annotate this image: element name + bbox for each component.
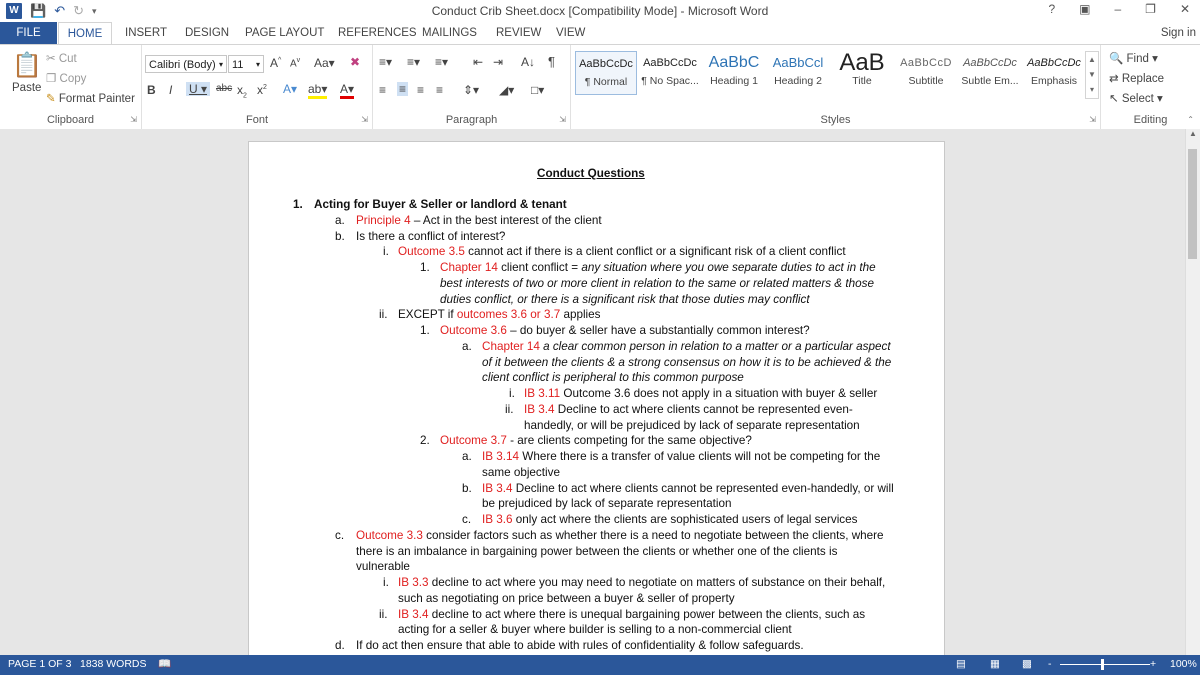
show-formatting-icon[interactable]: ¶ (548, 54, 555, 69)
list-item: a. (462, 450, 472, 463)
copy-label: Copy (59, 73, 87, 85)
font-launcher-icon[interactable]: ⇲ (361, 115, 368, 124)
ribbon-display-icon[interactable]: ▣ (1079, 2, 1091, 16)
list-item-text: IB 3.4 Decline to act where clients cannot be represented even-handedly, or will (482, 482, 894, 495)
decrease-indent-icon[interactable]: ⇤ (473, 55, 484, 69)
list-item-text: IB 3.4 Decline to act where clients cannot be represented even- (524, 403, 853, 416)
paragraph-group (373, 45, 571, 129)
zoom-slider[interactable] (1060, 664, 1150, 665)
cut-label: Cut (58, 53, 77, 65)
chevron-down-icon: ▾ (255, 60, 260, 69)
list-item-text: IB 3.6 only act where the clients are sophisticated users of legal services (482, 513, 858, 526)
scroll-up-icon[interactable]: ▲ (1189, 129, 1197, 138)
list-item-text: Chapter 14 a clear common person in relation to a matter or a particular aspect (482, 340, 891, 353)
style-preview: AaBbCcl (772, 55, 824, 70)
list-item: 2. (420, 434, 430, 447)
list-item-text: best interests of two or more client in relation to the same or related matters & those (440, 277, 874, 290)
document-heading: Conduct Questions (537, 167, 645, 180)
web-layout-icon[interactable]: ▩ (1022, 658, 1032, 670)
line-spacing-icon[interactable]: ⇕▾ (463, 83, 480, 97)
underline-icon[interactable]: U ▾ (186, 82, 210, 96)
editing-group (1101, 45, 1200, 129)
tab-references[interactable]: REFERENCES (338, 27, 417, 39)
list-item: ii. (379, 608, 388, 621)
subscript-icon[interactable]: $x_2$ (237, 83, 247, 100)
style-name: Heading 2 (774, 75, 822, 87)
style-subtle-emphasis[interactable] (959, 51, 1021, 95)
replace-button[interactable] (1109, 71, 1164, 85)
word-logo-icon[interactable]: W (6, 3, 22, 19)
align-right-icon[interactable]: ≡ (417, 83, 425, 97)
list-item-text: EXCEPT if outcomes 3.6 or 3.7 applies (398, 308, 601, 321)
list-item-text: IB 3.11 Outcome 3.6 does not apply in a situation with buyer & seller (524, 387, 878, 400)
list-item-text: vulnerable (356, 560, 410, 573)
tab-home[interactable]: HOME (58, 22, 112, 45)
style-heading-2[interactable] (767, 51, 829, 95)
zoom-in-button[interactable]: + (1150, 658, 1157, 670)
style-name: Subtle Em... (961, 75, 1019, 87)
list-item: a. (462, 340, 472, 353)
text-effects-icon[interactable]: A▾ (283, 82, 298, 96)
list-item-text: Outcome 3.7 - are clients competing for the same objective? (440, 434, 752, 447)
list-item-text: handedly, or will be prejudiced by lack of separate representation (524, 419, 860, 432)
list-item: i. (383, 576, 389, 589)
styles-group-label: Styles (820, 114, 851, 126)
style-name: ¶ No Spac... (641, 75, 699, 87)
title-bar (0, 0, 1200, 22)
customize-qat-icon[interactable]: ▾ (92, 6, 97, 16)
list-item: 1. (420, 261, 430, 274)
superscript-icon[interactable]: $x^2$ (257, 83, 267, 97)
ribbon-tabs (0, 22, 1200, 44)
list-item-text: Outcome 3.5 cannot act if there is a client conflict or a significant risk of a client conflict (398, 245, 846, 258)
status-bar (0, 655, 1200, 675)
paste-icon[interactable]: 📋 (12, 52, 42, 79)
tab-page-layout[interactable]: PAGE LAYOUT (245, 27, 325, 39)
highlight-icon[interactable]: ab▾ (308, 82, 327, 99)
tab-view[interactable]: VIEW (556, 27, 586, 39)
clipboard-launcher-icon[interactable]: ⇲ (130, 115, 137, 124)
style-emphasis[interactable] (1023, 51, 1085, 95)
multilevel-list-icon[interactable]: ≡▾ (435, 55, 449, 69)
list-item: ii. (379, 308, 388, 321)
editing-group-label: Editing (1133, 114, 1168, 126)
list-item: a. (335, 214, 345, 227)
style-name: Emphasis (1030, 75, 1078, 87)
style-subtitle[interactable] (895, 51, 957, 95)
paragraph-launcher-icon[interactable]: ⇲ (559, 115, 566, 124)
list-item: 1. (420, 324, 430, 337)
styles-group (571, 45, 1101, 129)
list-item: c. (462, 513, 472, 526)
tab-insert[interactable]: INSERT (125, 27, 167, 39)
chevron-down-icon: ▾ (218, 60, 223, 69)
list-item: i. (383, 245, 389, 258)
zoom-slider-thumb[interactable] (1101, 659, 1104, 670)
print-layout-icon[interactable]: ▦ (990, 658, 1000, 670)
clipboard-group-label: Clipboard (46, 114, 95, 126)
style-name: Title (852, 75, 872, 87)
tab-mailings[interactable]: MAILINGS (422, 27, 477, 39)
list-item-text: IB 3.3 decline to act where you may need to negotiate on matters of substance on their behalf, (398, 576, 886, 589)
align-center-icon[interactable]: ≡ (399, 82, 407, 96)
style-preview: AaBbCcDc (643, 57, 697, 69)
shrink-font-icon[interactable]: $A^v$ (290, 57, 301, 70)
align-left-icon[interactable]: ≡ (379, 83, 387, 97)
change-case-icon[interactable]: Aa▾ (314, 56, 335, 70)
style-normal[interactable] (575, 51, 637, 95)
font-name-value: Calibri (Body) (149, 59, 216, 71)
list-item: b. (335, 230, 345, 243)
help-button[interactable]: ? (1048, 2, 1056, 16)
styles-scroll[interactable]: ▲ ▼ ▾ (1085, 51, 1099, 99)
replace-label: Replace (1121, 73, 1165, 85)
font-size-value: 11 (232, 59, 244, 71)
style-name: Heading 1 (710, 75, 758, 87)
find-icon: 🔍 (1109, 53, 1127, 65)
list-item: b. (462, 482, 472, 495)
collapse-ribbon-icon[interactable]: ⌃ (1187, 115, 1194, 124)
window-title: Conduct Crib Sheet.docx [Compatibility Mode] - Microsoft Word (431, 4, 769, 18)
proofing-icon[interactable]: 📖 (158, 658, 172, 670)
copy-icon: ❐ (46, 73, 60, 85)
format-painter-button[interactable] (46, 91, 135, 105)
cut-icon: ✂ (46, 53, 59, 65)
borders-icon[interactable]: □▾ (531, 83, 545, 97)
save-icon[interactable]: 💾 (30, 3, 47, 18)
list-item-text: of it between the clients & a strong consensus on how it is to be achieved & the (482, 356, 892, 369)
grow-font-icon[interactable]: A^ (270, 56, 282, 70)
copy-button[interactable] (46, 71, 86, 85)
format-painter-icon: ✎ (46, 93, 59, 105)
bold-icon[interactable]: B (147, 83, 156, 97)
style-name: ¶ Normal (584, 76, 628, 88)
list-item-text: Chapter 14 client conflict = any situation where you owe separate duties to act in the (440, 261, 876, 274)
zoom-out-button[interactable]: - (1048, 658, 1052, 670)
document-page[interactable] (248, 141, 945, 655)
paste-button[interactable]: Paste (12, 82, 42, 94)
select-icon: ↖ (1109, 93, 1122, 105)
font-group-label: Font (245, 114, 268, 126)
zoom-level[interactable]: 100% (1170, 658, 1197, 670)
style-preview: AaBbCcD (900, 57, 952, 69)
document-area (0, 129, 1186, 655)
bullets-icon[interactable]: ≡▾ (379, 55, 393, 69)
style-preview: AaBbCcDc (579, 58, 633, 70)
paragraph-group-label: Paragraph (445, 114, 498, 126)
find-label: Find (1126, 53, 1149, 65)
read-mode-icon[interactable]: ▤ (956, 658, 966, 670)
select-label: Select (1121, 93, 1154, 105)
style-preview: AaBbCcDc (1027, 57, 1081, 69)
shading-icon[interactable]: ◢▾ (499, 83, 515, 97)
increase-indent-icon[interactable]: ⇥ (493, 55, 504, 69)
style-preview: AaBbCcDc (963, 57, 1017, 69)
undo-icon[interactable]: ↶ (54, 3, 66, 18)
close-icon[interactable]: ✕ (1179, 2, 1190, 16)
style-heading-1[interactable] (703, 51, 765, 95)
font-group (142, 45, 373, 129)
list-item: c. (335, 529, 345, 542)
numbering-icon[interactable]: ≡▾ (407, 55, 421, 69)
replace-icon: ⇄ (1109, 73, 1122, 85)
list-item-text: Outcome 3.6 – do buyer & seller have a substantially common interest? (440, 324, 810, 337)
list-item-text: IB 3.14 Where there is a transfer of value clients will not be competing for the (482, 450, 881, 463)
vertical-scrollbar[interactable] (1185, 129, 1200, 655)
list-item-text: acting for a seller & buyer where builder is selling to a non-commercial client (398, 623, 792, 636)
italic-icon[interactable]: I (169, 83, 173, 97)
page-count[interactable]: PAGE 1 OF 3 (8, 658, 72, 670)
list-item: ii. (505, 403, 514, 416)
list-item-text: such as negotiating on price between a buyer & seller of property (398, 592, 735, 605)
list-item-text: same objective (482, 466, 560, 479)
scrollbar-thumb[interactable] (1188, 149, 1197, 259)
restore-icon[interactable]: ❐ (1145, 2, 1156, 16)
list-item-text: duties conflict, or there is a significant risk that those duties may conflict (440, 293, 810, 306)
sign-in-link[interactable]: Sign in (1160, 27, 1196, 39)
styles-launcher-icon[interactable]: ⇲ (1089, 115, 1096, 124)
list-item-text: If do act then ensure that able to abide with rules of confidentiality & follow safeguards. (356, 639, 804, 652)
clear-formatting-icon[interactable]: ✖ (350, 55, 361, 69)
list-item-text: Is there a conflict of interest? (356, 230, 506, 243)
minimize-icon[interactable]: – (1114, 2, 1122, 16)
redo-icon[interactable]: ↻ (73, 3, 84, 18)
cut-button[interactable] (46, 51, 77, 65)
list-item: 1. Acting for Buyer & Seller or landlord & tenant (293, 198, 567, 211)
list-item-text: there is an imbalance in bargaining power between the clients or whether one of the clients is (356, 545, 838, 558)
style-no-spacing[interactable] (639, 51, 701, 95)
window-controls (1048, 2, 1190, 16)
word-count[interactable]: 1838 WORDS (80, 658, 147, 670)
tab-file[interactable]: FILE (0, 22, 57, 44)
tab-review[interactable]: REVIEW (496, 27, 542, 39)
list-item-text: client conflict is peripheral to this common purpose (482, 371, 744, 384)
list-item-text: Principle 4 – Act in the best interest of the client (356, 214, 602, 227)
clipboard-group (0, 45, 142, 129)
list-item: i. (509, 387, 515, 400)
list-item-text: IB 3.4 decline to act where there is unequal bargaining power between the clients, such as (398, 608, 866, 621)
style-preview: AaB (839, 51, 885, 75)
style-preview: AaBbC (708, 54, 760, 71)
tab-design[interactable]: DESIGN (185, 27, 230, 39)
list-item-text: be prejudiced by lack of separate representation (482, 497, 732, 510)
list-item: d. (335, 639, 345, 652)
font-color-icon[interactable]: A▾ (340, 82, 354, 99)
justify-icon[interactable]: ≡ (436, 83, 444, 97)
select-button[interactable]: ↖ Select ▾ (1109, 93, 1163, 105)
style-name: Subtitle (908, 75, 944, 87)
strikethrough-icon[interactable]: abc (216, 83, 233, 94)
list-item-text: Outcome 3.3 consider factors such as whether there is a need to negotiate between the clients, where (356, 529, 884, 542)
font-size-select[interactable] (228, 55, 264, 73)
sort-icon[interactable]: A↓ (521, 55, 536, 69)
find-button[interactable]: 🔍 Find ▾ (1109, 53, 1158, 65)
style-title[interactable] (831, 51, 893, 95)
font-name-select[interactable] (145, 55, 227, 73)
ribbon (0, 44, 1200, 130)
format-painter-label: Format Painter (58, 93, 135, 105)
